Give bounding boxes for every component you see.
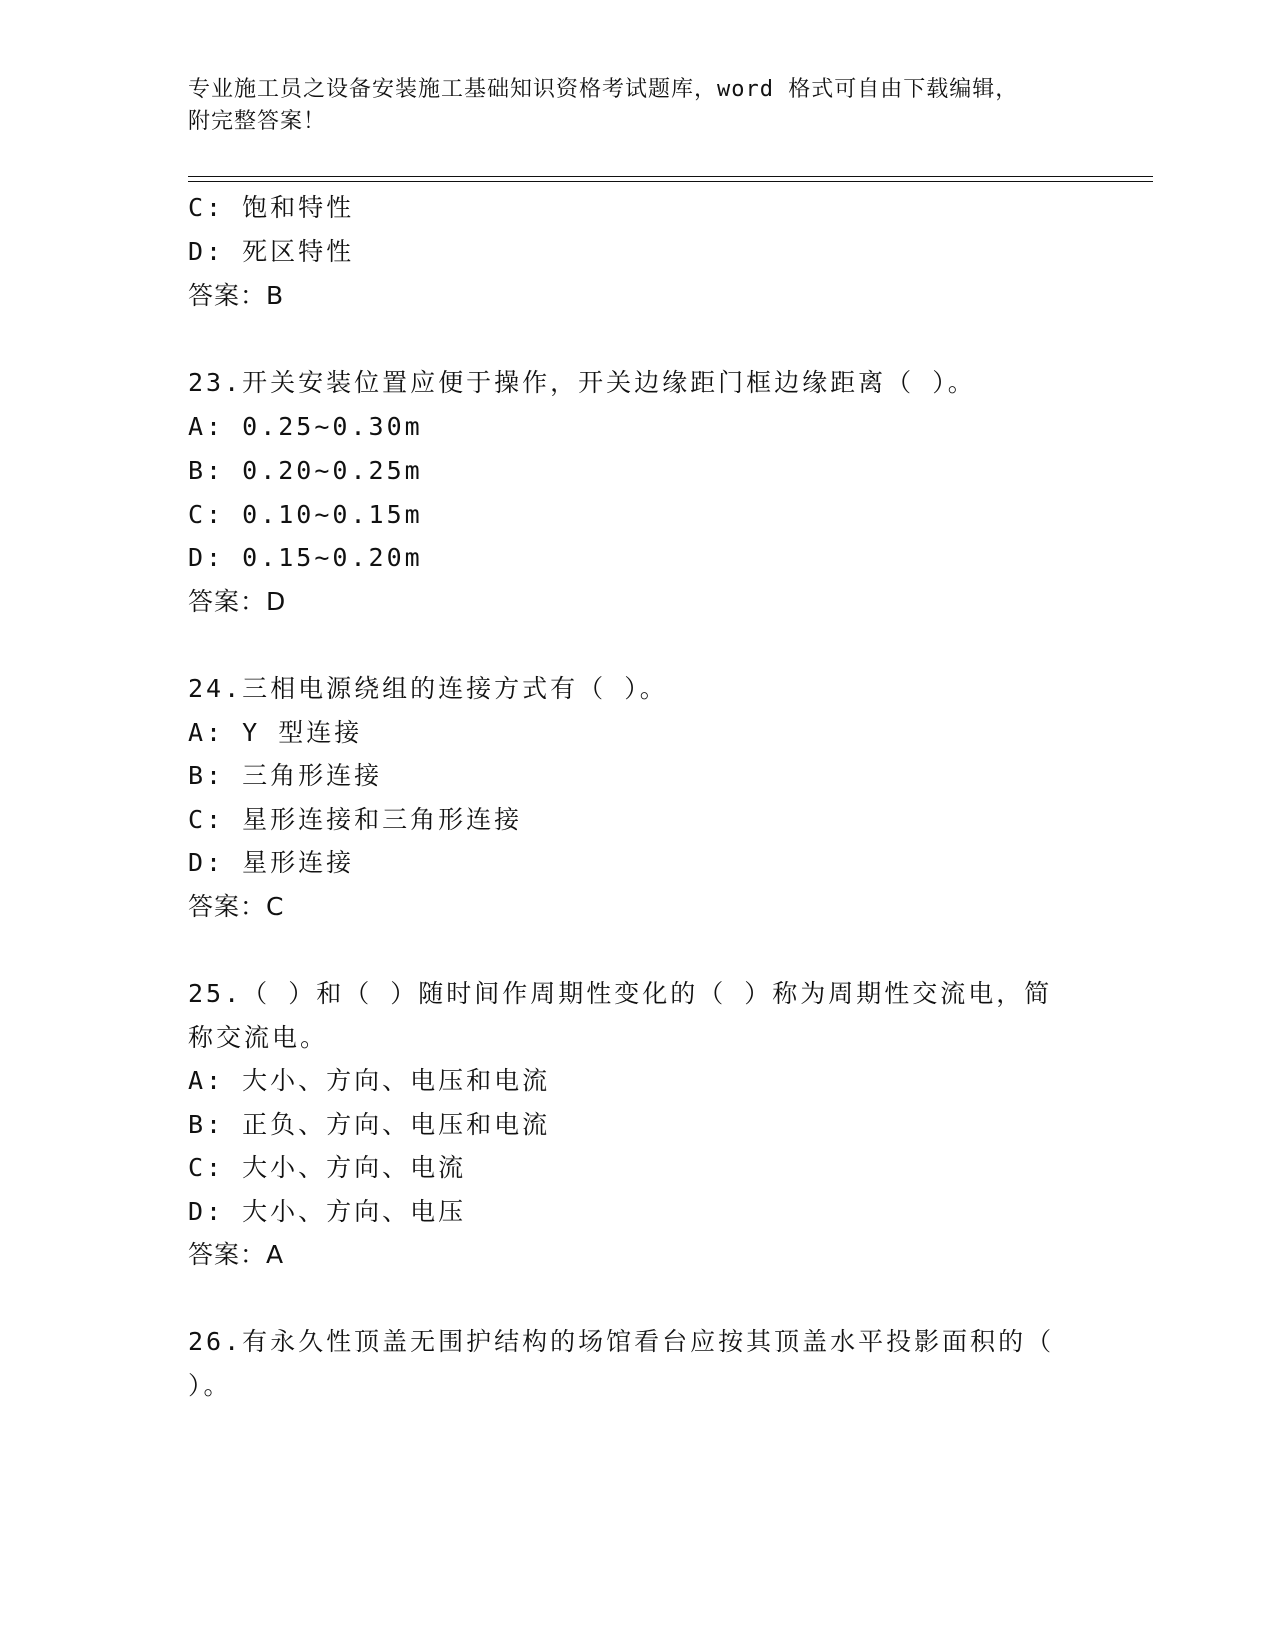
q22-option-d: D: 死区特性 bbox=[188, 237, 355, 266]
header-line-2: 附完整答案！ bbox=[188, 109, 327, 134]
q24-option-d: D: 星形连接 bbox=[188, 848, 355, 877]
header-divider-bottom bbox=[188, 181, 1153, 182]
q25-answer: 答案：A bbox=[188, 1240, 285, 1269]
q23-option-a: A: 0.25~0.30m bbox=[188, 412, 423, 441]
q23-stem: 23.开关安装位置应便于操作，开关边缘距门框边缘距离（ ）。 bbox=[188, 368, 976, 397]
q22-option-c: C: 饱和特性 bbox=[188, 193, 355, 222]
q25-option-d: D: 大小、方向、电压 bbox=[188, 1197, 467, 1226]
q25-stem-line-2: 称交流电。 bbox=[188, 1023, 329, 1052]
q25-option-c: C: 大小、方向、电流 bbox=[188, 1153, 467, 1182]
q24-option-c: C: 星形连接和三角形连接 bbox=[188, 805, 523, 834]
header-divider-top bbox=[188, 176, 1153, 177]
q25-option-a: A: 大小、方向、电压和电流 bbox=[188, 1066, 551, 1095]
header-line-1: 专业施工员之设备安装施工基础知识资格考试题库，word 格式可自由下载编辑， bbox=[188, 77, 1019, 102]
q26-stem-line-1: 26.有永久性顶盖无围护结构的场馆看台应按其顶盖水平投影面积的（ bbox=[188, 1327, 1055, 1356]
q23-option-d: D: 0.15~0.20m bbox=[188, 543, 423, 572]
document-header bbox=[188, 74, 1088, 138]
q25-stem-line-1: 25.（ ）和（ ）随时间作周期性变化的（ ）称为周期性交流电，简 bbox=[188, 979, 1053, 1008]
q23-option-c: C: 0.10~0.15m bbox=[188, 500, 423, 529]
q26-stem-line-2: ）。 bbox=[188, 1371, 232, 1400]
q23-option-b: B: 0.20~0.25m bbox=[188, 456, 423, 485]
q24-answer: 答案：C bbox=[188, 892, 285, 921]
q24-stem: 24.三相电源绕组的连接方式有（ ）。 bbox=[188, 674, 668, 703]
q22-answer: 答案：B bbox=[188, 281, 285, 310]
q24-option-b: B: 三角形连接 bbox=[188, 761, 383, 790]
q24-option-a: A: Y 型连接 bbox=[188, 718, 363, 747]
q23-answer: 答案：D bbox=[188, 587, 287, 616]
q25-option-b: B: 正负、方向、电压和电流 bbox=[188, 1110, 551, 1139]
